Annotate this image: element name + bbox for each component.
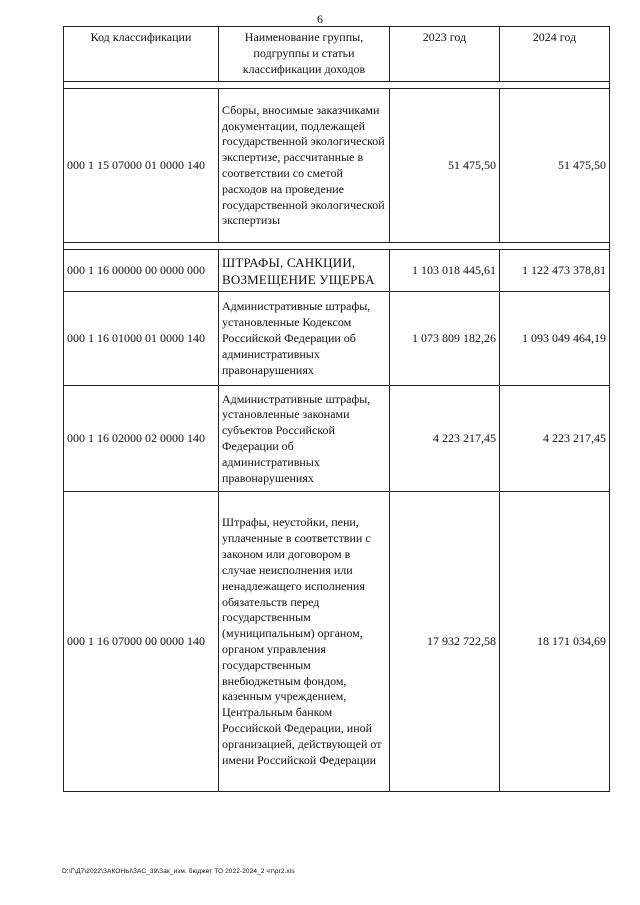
table-row <box>64 386 610 492</box>
table-row <box>64 89 610 243</box>
row-value-2024: 18 171 034,69 <box>500 492 610 792</box>
row-value-2024: 1 093 049 464,19 <box>500 292 610 386</box>
row-value-2023: 17 932 722,58 <box>390 492 500 792</box>
row-value-2024: 1 122 473 378,81 <box>500 250 610 292</box>
row-code: 000 1 16 02000 02 0000 140 <box>64 386 219 492</box>
revenue-classification-table <box>63 26 610 792</box>
table-row <box>64 492 610 792</box>
header-gap <box>64 82 610 89</box>
row-name: Сборы, вносимые заказчиками документации, подлежащей государственной экологической экспертизе, рассчитанные в соответствии со сметой расходов на проведение государственной экологической экспертизы <box>219 89 390 243</box>
table-row <box>64 292 610 386</box>
row-value-2023: 1 073 809 182,26 <box>390 292 500 386</box>
header-code: Код классификации <box>64 27 219 82</box>
header-year-2024: 2024 год <box>500 27 610 82</box>
page-number: 6 <box>317 12 323 26</box>
header-year-2023: 2023 год <box>390 27 500 82</box>
row-value-2023: 4 223 217,45 <box>390 386 500 492</box>
header-name: Наименование группы, подгруппы и статьи классификации доходов <box>219 27 390 82</box>
file-path-footer: D:\Г\Д7\2022\ЗАКОНЫ\ЗАС_39\Зак_изм. бюджет ТО 2022-2024_2 чт\pr2.xls <box>62 868 295 875</box>
row-name: Штрафы, неустойки, пени, уплаченные в соответствии с законом или договором в случае неисполнения или ненадлежащего исполнения обязательств перед государственным (муниципальным) органом, органом управления государственным внебюджетным фондом, казенным учреждением, Центральным банком Российской Федерации, иной организацией, действующей от имени Российской Федерации <box>219 492 390 792</box>
row-value-2024: 51 475,50 <box>500 89 610 243</box>
row-value-2023: 1 103 018 445,61 <box>390 250 500 292</box>
row-name: ШТРАФЫ, САНКЦИИ, ВОЗМЕЩЕНИЕ УЩЕРБА <box>219 250 390 292</box>
table-header-row <box>64 27 610 82</box>
row-code: 000 1 16 07000 00 0000 140 <box>64 492 219 792</box>
table-row <box>64 250 610 292</box>
row-name: Административные штрафы, установленные Кодексом Российской Федерации об административных правонарушениях <box>219 292 390 386</box>
row-code: 000 1 15 07000 01 0000 140 <box>64 89 219 243</box>
row-name: Административные штрафы, установленные законами субъектов Российской Федерации об административных правонарушениях <box>219 386 390 492</box>
row-code: 000 1 16 00000 00 0000 000 <box>64 250 219 292</box>
row-value-2023: 51 475,50 <box>390 89 500 243</box>
row-code: 000 1 16 01000 01 0000 140 <box>64 292 219 386</box>
row-gap <box>64 243 610 250</box>
row-value-2024: 4 223 217,45 <box>500 386 610 492</box>
